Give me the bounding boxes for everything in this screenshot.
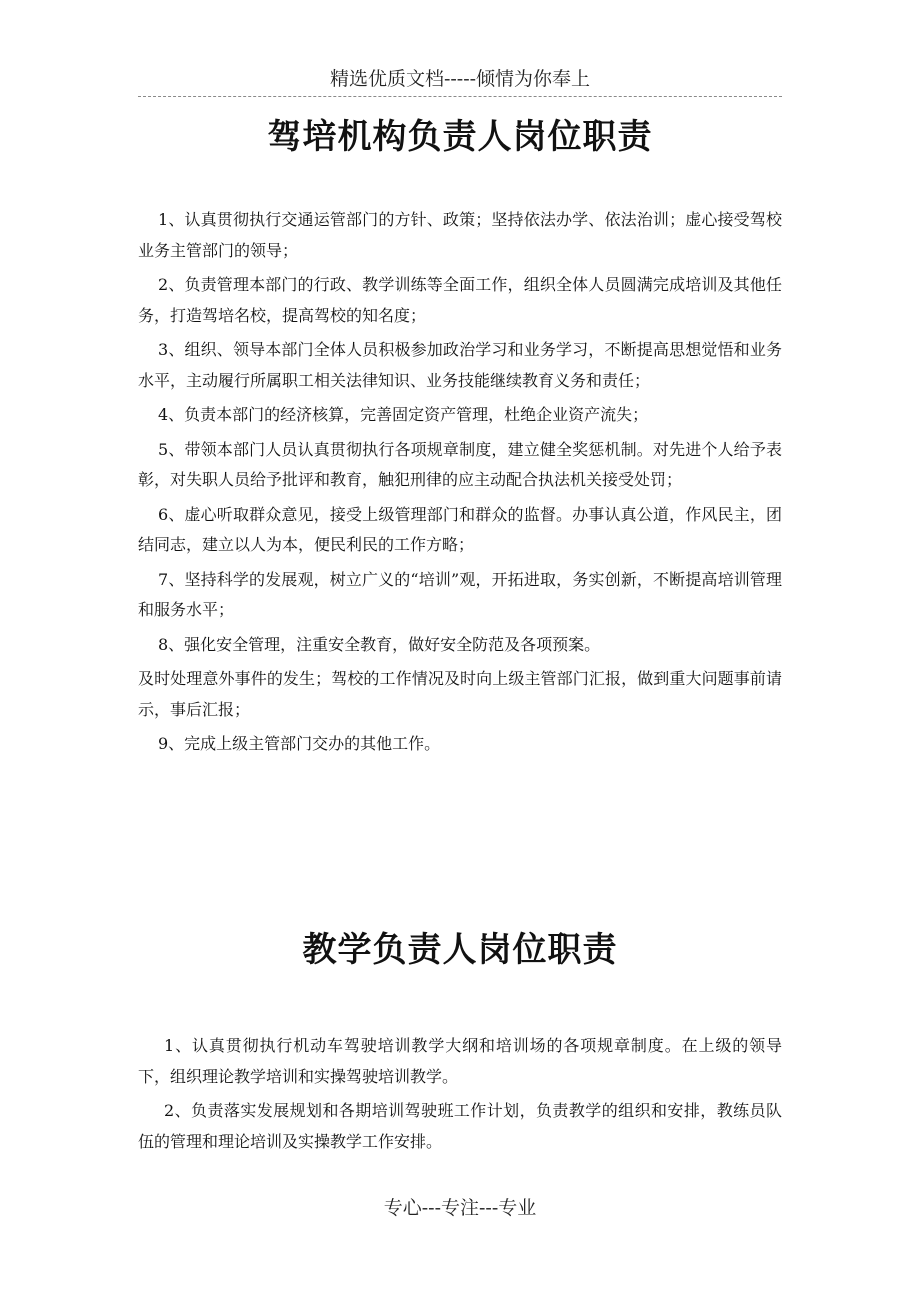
page-footer: 专心---专注---专业 [383, 1197, 537, 1219]
duty-item: 6、虚心听取群众意见，接受上级管理部门和群众的监督。办事认真公道，作风民主，团结同志，建立以人为本，便民利民的工作方略； [138, 504, 782, 554]
duty-item-continuation: 及时处理意外事件的发生；驾校的工作情况及时向上级主管部门汇报，做到重大问题事前请示，事后汇报； [138, 669, 782, 719]
duty-item: 1、认真贯彻执行交通运管部门的方针、政策；坚持依法办学、依法治训；虚心接受驾校业务主管部门的领导； [138, 210, 782, 260]
section-body [138, 1031, 782, 1161]
duty-item: 4、负责本部门的经济核算，完善固定资产管理，杜绝企业资产流失； [158, 405, 649, 424]
duty-item: 8、强化安全管理，注重安全教育，做好安全防范及各项预案。 [158, 634, 601, 654]
duty-item: 9、完成上级主管部门交办的其他工作。 [158, 734, 441, 753]
header-divider [138, 96, 782, 97]
page-header: 精选优质文档-----倾情为你奉上 [329, 68, 591, 90]
duty-item: 2、负责管理本部门的行政、教学训练等全面工作，组织全体人员圆满完成培训及其他任务，打造驾培名校，提高驾校的知名度； [138, 275, 782, 325]
section-title: 教学负责人岗位职责 [302, 930, 618, 970]
duty-item: 5、带领本部门人员认真贯彻执行各项规章制度，建立健全奖惩机制。对先进个人给予表彰，对失职人员给予批评和教育，触犯刑律的应主动配合执法机关接受处罚； [138, 439, 782, 489]
section-title: 驾培机构负责人岗位职责 [267, 117, 653, 157]
section-body [138, 205, 782, 764]
duty-item: 7、坚持科学的发展观，树立广义的“培训”观，开拓进取，务实创新，不断提高培训管理和服务水平； [138, 569, 782, 619]
duty-item: 1、认真贯彻执行机动车驾驶培训教学大纲和培训场的各项规章制度。在上级的领导下，组织理论教学培训和实操驾驶培训教学。 [138, 1036, 782, 1086]
duty-item: 3、组织、领导本部门全体人员积极参加政治学习和业务学习，不断提高思想觉悟和业务水平，主动履行所属职工相关法律知识、业务技能继续教育义务和责任； [138, 340, 782, 390]
duty-item: 2、负责落实发展规划和各期培训驾驶班工作计划，负责教学的组织和安排，教练员队伍的管理和理论培训及实操教学工作安排。 [138, 1101, 782, 1151]
